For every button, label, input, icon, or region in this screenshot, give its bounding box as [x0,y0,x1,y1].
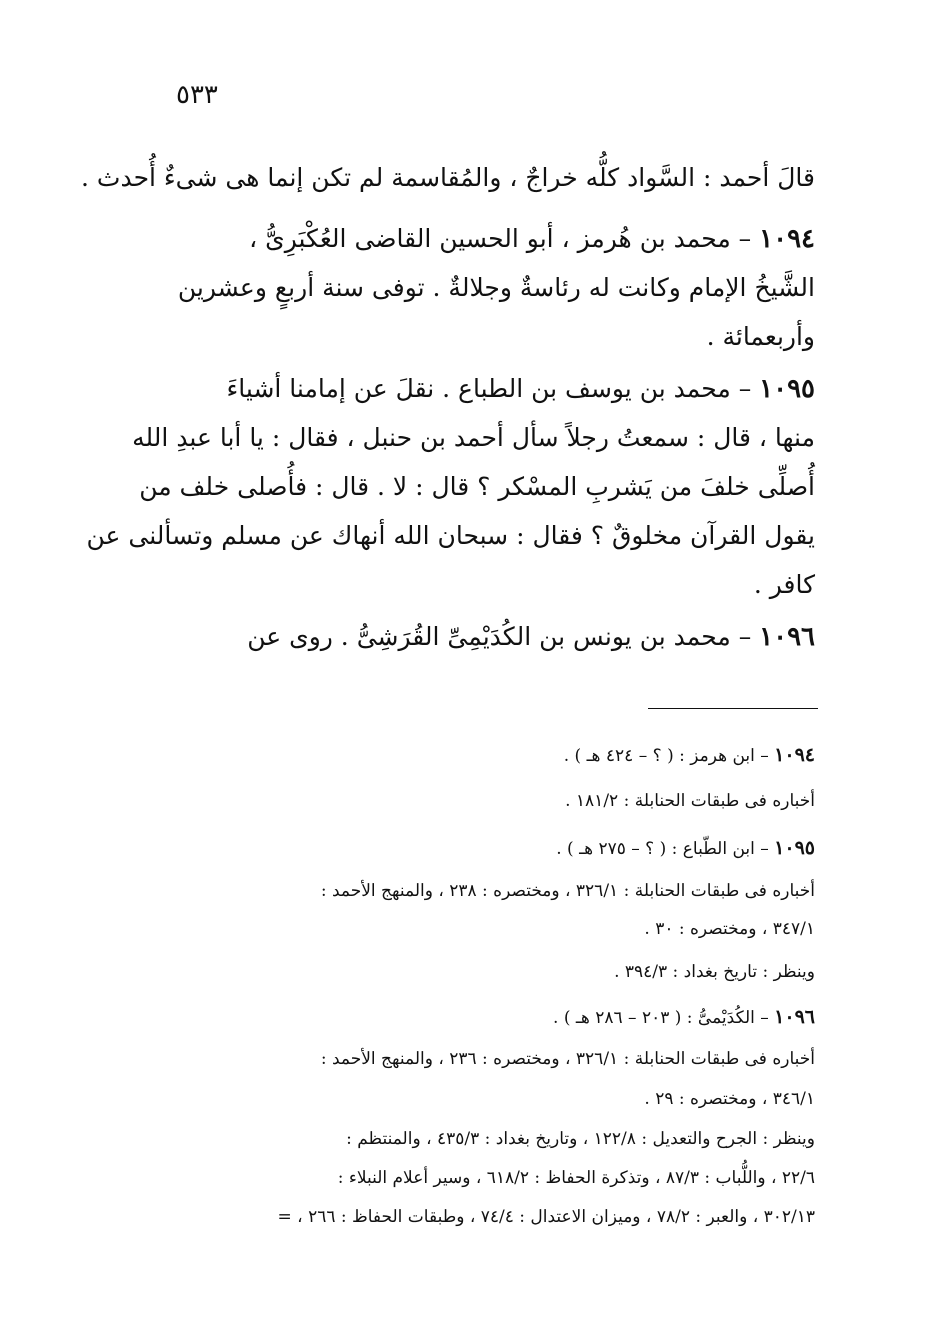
entry-number: ١٠٩٤ [759,224,815,254]
line-text: منها ، قال : سمعتُ رجلاً سأل أحمد بن حنبل ، فقال : يا أبا عبدِ الله [132,423,815,452]
footnote-text: أخباره فى طبقات الحنابلة : ٣٢٦/١ ، ومختصره : ٢٣٦ ، والمنهج الأحمد : [320,1049,815,1069]
line-text: – محمد بن هُرمز ، أبو الحسين القاضى العُكْبَرِىُّ ، [249,224,760,253]
footnote-line [115,1205,815,1227]
footnote-line [115,837,815,859]
line-text: قالَ أحمد : السَّواد كلُّه خراجٌ ، والمُقاسمة لم تكن إنما هى شىءٌ أُحدث . [81,163,815,192]
footnote-text: أخباره فى طبقات الحنابلة : ٣٢٦/١ ، ومختصره : ٢٣٨ ، والمنهج الأحمد : [320,881,815,901]
footnote-line [115,789,815,811]
footnote-line [115,1166,815,1188]
footnote-line [115,1127,815,1149]
line-text: يقول القرآن مخلوقٌ ؟ فقال : سبحان الله أنهاك عن مسلم وتسألنى عن [86,521,815,550]
main-line [115,224,815,254]
footnote-separator [648,708,818,709]
footnote-line [115,1087,815,1109]
footnote-text: وينظر : الجرح والتعديل : ١٢٢/٨ ، وتاريخ بغداد : ٤٣٥/٣ ، والمنتظم : [346,1129,815,1149]
footnote-text: ٣٠٢/١٣ ، والعبر : ٧٨/٢ ، وميزان الاعتدال : ٧٤/٤ ، وطبقات الحفاظ : ٢٦٦ ، = [277,1207,815,1227]
footnote-text: أخباره فى طبقات الحنابلة : ١٨١/٢ . [565,791,815,811]
footnote-line [115,879,815,901]
footnote-text: ٣٤٦/١ ، ومختصره : ٢٩ . [644,1089,815,1109]
footnote-line [115,744,815,766]
footnote-line [115,917,815,939]
footnote-number: ١٠٩٦ [774,1006,815,1028]
footnote-text: – ابن الطّباع : ( ؟ – ٢٧٥ هـ ) . [556,839,775,859]
footnote-number: ١٠٩٤ [774,744,815,766]
footnote-line [115,1006,815,1028]
footnote-number: ١٠٩٥ [774,837,815,859]
footnote-text: – ابن هرمز : ( ؟ – ٤٢٤ هـ ) . [563,746,775,766]
footnote-line [115,1047,815,1069]
line-text: وأربعمائة . [706,322,815,351]
footnote-text: ٣٤٧/١ ، ومختصره : ٣٠ . [644,919,815,939]
line-text: كافر . [753,570,815,599]
line-text: الشَّيخُ الإمام وكانت له رئاسةٌ وجلالةٌ . توفى سنة أربعٍ وعشرين [177,273,815,302]
main-line [115,423,815,453]
main-line [115,472,815,502]
entry-number: ١٠٩٦ [759,622,815,652]
entry-number: ١٠٩٥ [759,374,815,404]
footnote-text: وينظر : تاريخ بغداد : ٣٩٤/٣ . [614,962,815,982]
main-line [115,570,815,600]
main-line [115,374,815,404]
line-text: – محمد بن يوسف بن الطباع . نقلَ عن إمامنا أشياءَ [226,374,760,403]
footnote-line [115,960,815,982]
main-line [115,622,815,652]
line-text: – محمد بن يونس بن الكُدَيْمِىِّ القُرَشِىُّ . روى عن [247,622,760,651]
footnote-text: ٢٢/٦ ، واللُّباب : ٨٧/٣ ، وتذكرة الحفاظ : ٦١٨/٢ ، وسير أعلام النبلاء : [337,1168,815,1188]
page-number: ٥٣٣ [176,80,218,110]
line-text: أُصلِّى خلفَ من يَشربِ المسْكر ؟ قال : لا . قال : فأُصلى خلف من [139,472,815,501]
main-line [115,322,815,352]
main-line [86,521,815,551]
main-line [81,163,815,193]
footnote-text: – الكُدَيْمىُّ : ( ٢٠٣ – ٢٨٦ هـ ) . [553,1008,775,1028]
main-line [115,273,815,303]
